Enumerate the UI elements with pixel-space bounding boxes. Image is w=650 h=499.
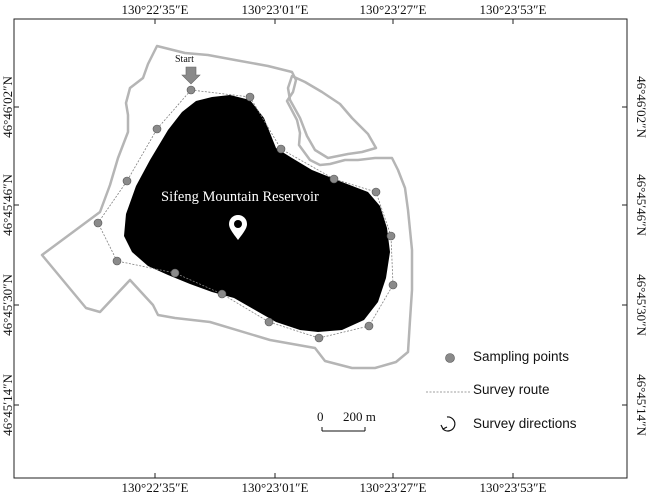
north-inlet-outline (288, 76, 376, 158)
sampling-point-14 (330, 175, 338, 183)
bottom-axis-label: 130°22′35″E (121, 480, 189, 495)
reservoir-water (124, 95, 390, 332)
sampling-point-8 (265, 318, 273, 326)
sampling-point-10 (365, 322, 373, 330)
sampling-point-2 (153, 125, 161, 133)
bottom-axis-label: 130°23′01″E (241, 480, 309, 495)
right-axis-label: 46°46′02″N (634, 76, 649, 138)
right-axis-label: 46°45′14″N (634, 374, 649, 436)
start-label: Start (175, 54, 194, 65)
left-axis-label: 46°45′14″N (0, 374, 15, 436)
scale-bar-zero-label: 0 (317, 409, 324, 424)
left-axis-label: 46°45′46″N (0, 174, 15, 236)
survey-direction-icon (441, 417, 455, 431)
scale-bar-distance-label: 200 m (343, 409, 376, 424)
sampling-point-12 (387, 232, 395, 240)
sampling-point-5 (113, 257, 121, 265)
right-axis-label: 46°45′30″N (634, 274, 649, 336)
start-arrow-icon (182, 67, 200, 84)
scale-bar (322, 427, 365, 431)
legend-survey-directions-label: Survey directions (473, 416, 577, 431)
sampling-point-1 (187, 86, 195, 94)
legend-survey-route-label: Survey route (473, 382, 550, 397)
sampling-point-16 (246, 93, 254, 101)
legend-sampling-point-symbol (446, 354, 455, 363)
top-axis-label: 130°22′35″E (121, 2, 189, 17)
top-axis-label: 130°23′01″E (241, 2, 309, 17)
sampling-point-11 (389, 281, 397, 289)
bottom-axis-label: 130°23′53″E (479, 480, 547, 495)
sampling-point-15 (277, 145, 285, 153)
reservoir-name-label: Sifeng Mountain Reservoir (161, 189, 319, 205)
top-axis-label: 130°23′53″E (479, 2, 547, 17)
sampling-point-7 (218, 290, 226, 298)
bottom-axis-label: 130°23′27″E (359, 480, 427, 495)
sampling-point-4 (94, 219, 102, 227)
sampling-point-3 (123, 177, 131, 185)
legend-sampling-points-label: Sampling points (473, 349, 570, 364)
left-axis-label: 46°46′02″N (0, 76, 15, 138)
sampling-point-9 (315, 334, 323, 342)
sampling-point-6 (171, 269, 179, 277)
sampling-point-13 (372, 188, 380, 196)
right-axis-label: 46°45′46″N (634, 174, 649, 236)
left-axis-label: 46°45′30″N (0, 274, 15, 336)
top-axis-label: 130°23′27″E (359, 2, 427, 17)
